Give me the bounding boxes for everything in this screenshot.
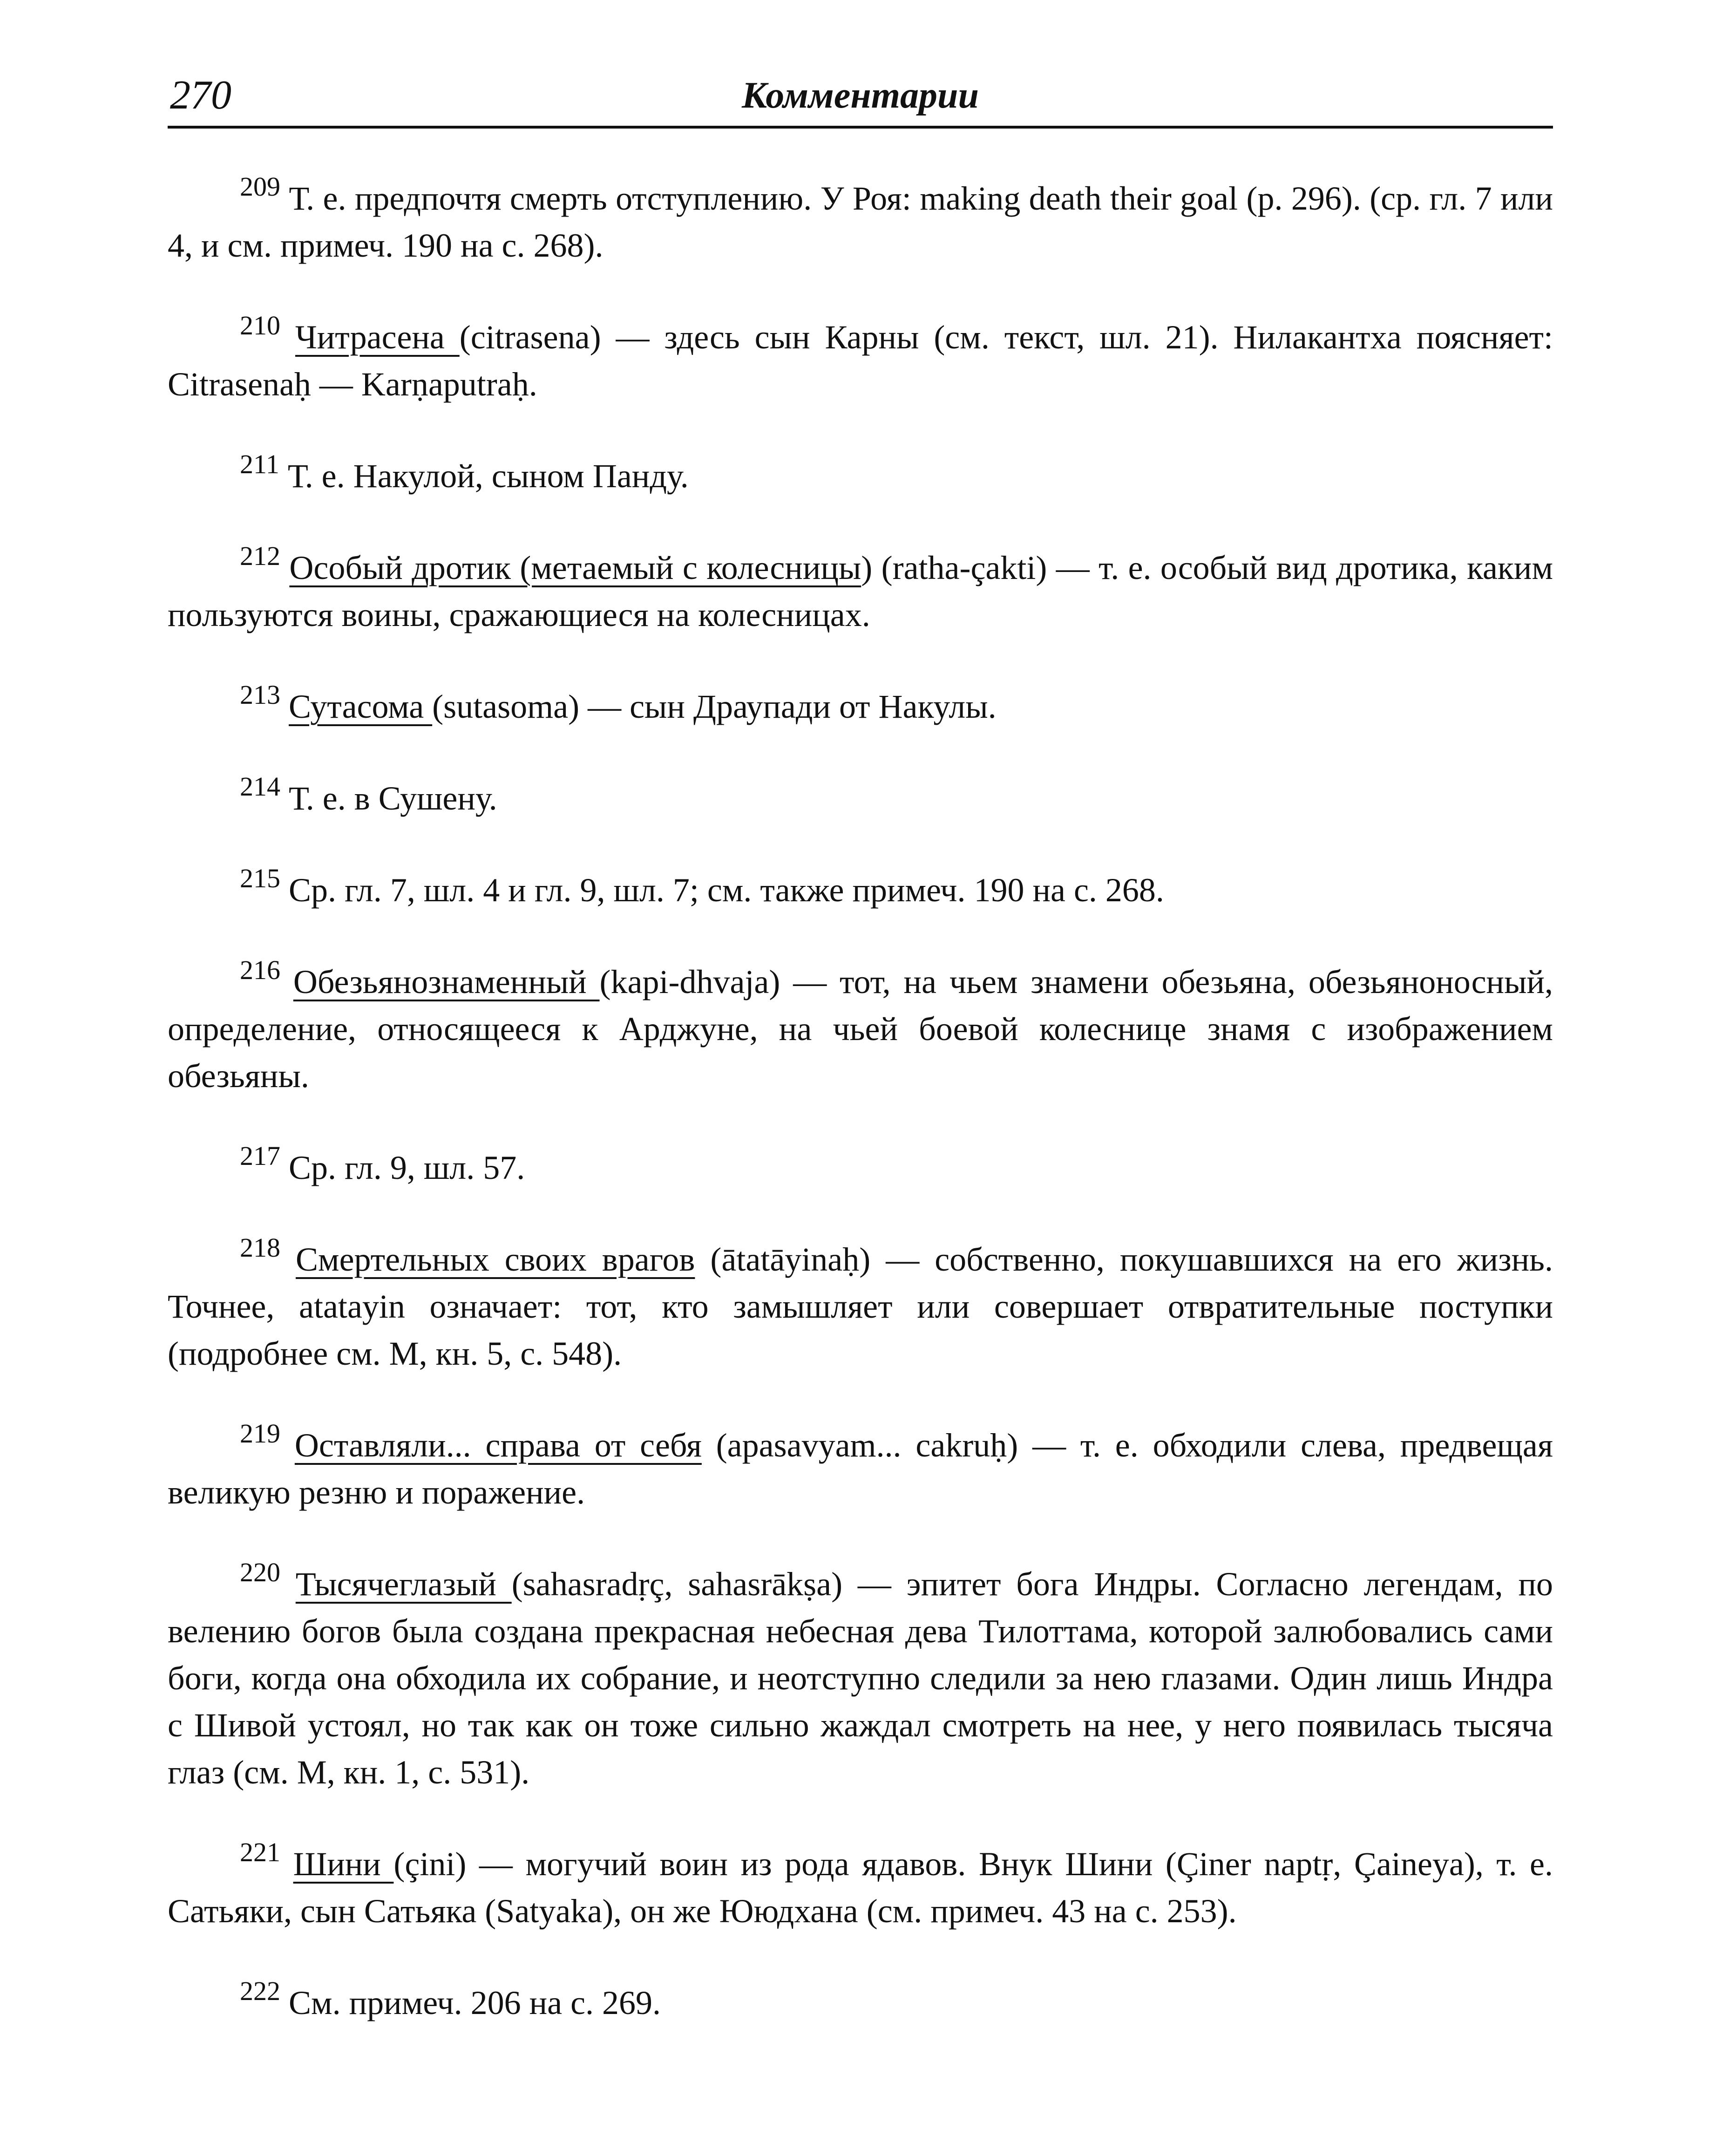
note-term: Шини	[293, 1845, 394, 1883]
note-term: Смертельных своих врагов	[296, 1241, 695, 1278]
note-text: (apasavyam... cakruḥ) — т. е. обходили слева, предвещая великую резню и поражение.	[168, 1427, 1553, 1511]
note-text: (sahasradṛç, sahasrākṣa) — эпитет бога Индры. Согласно легендам, по велению богов была создана прекрасная небесная дева Тилоттама, которой залюбовались сами боги, когда она обходила их собрание, и неотступно следили за нею глазами. Один лишь Индра с Шивой устоял, но так как он тоже сильно жаждал смотреть на нее, у него появилась тысяча глаз (см. М, кн. 1, с. 531).	[168, 1565, 1553, 1791]
note-218	[168, 1232, 1553, 1377]
note-term: Оставляли... справа от себя	[294, 1427, 702, 1464]
note-text: См. примеч. 206 на с. 269.	[289, 1984, 661, 2021]
note-number: 211	[240, 449, 279, 479]
notes-list	[168, 171, 1553, 2027]
note-text: (citrasena) — здесь сын Карны (см. текст, шл. 21). Нилакантха поясняет: Citrasenaḥ — Karṇaputraḥ.	[168, 319, 1553, 403]
note-211	[168, 449, 1553, 500]
note-number: 221	[240, 1837, 280, 1867]
note-212	[168, 541, 1553, 639]
page-number: 270	[170, 73, 231, 118]
note-number: 212	[240, 541, 280, 571]
note-term: Сутасома	[289, 688, 433, 725]
note-215	[168, 863, 1553, 914]
note-213	[168, 680, 1553, 730]
note-number: 217	[240, 1141, 280, 1171]
note-number: 216	[240, 955, 280, 985]
page	[168, 70, 1553, 2071]
note-number: 213	[240, 680, 280, 710]
note-number: 215	[240, 863, 280, 893]
note-number: 210	[240, 310, 280, 340]
note-text: (çini) — могучий воин из рода ядавов. Внук Шини (Çiner naptṛ, Çaineya), т. е. Сатьяки, сын Сатьяка (Satyaka), он же Ююдхана (см. примеч. 43 на с. 253).	[168, 1845, 1553, 1930]
note-text: (sutasoma) — сын Драупади от Накулы.	[432, 688, 997, 725]
note-number: 214	[240, 771, 280, 802]
note-text: Т. е. Накулой, сыном Панду.	[287, 457, 689, 495]
note-222	[168, 1976, 1553, 2027]
note-number: 219	[240, 1418, 280, 1449]
note-219	[168, 1418, 1553, 1516]
running-title: Комментарии	[742, 75, 979, 116]
note-number: 222	[240, 1976, 280, 2006]
note-text: (kapi-dhvaja) — тот, на чьем знамени обезьяна, обезьяноносный, определение, относящееся к Арджуне, на чьей боевой колеснице знамя с изображением обезьяны.	[168, 963, 1553, 1095]
note-text: Т. е. в Сушену.	[289, 780, 497, 817]
note-221	[168, 1837, 1553, 1935]
note-text: Т. е. предпочтя смерть отступлению. У Роя: making death their goal (p. 296). (ср. гл. 7 или 4, и см. примеч. 190 на с. 268).	[168, 180, 1553, 264]
note-209	[168, 171, 1553, 269]
note-number: 218	[240, 1232, 280, 1263]
note-term: Обезьянознаменный	[293, 963, 600, 1000]
note-214	[168, 771, 1553, 822]
note-text: Ср. гл. 9, шл. 57.	[289, 1149, 525, 1186]
note-term: Особый дротик (метаемый с колесницы	[289, 549, 861, 586]
note-220	[168, 1557, 1553, 1796]
note-216	[168, 955, 1553, 1100]
note-210	[168, 310, 1553, 408]
note-text: ) (ratha-çakti) — т. е. особый вид дротика, каким пользуются воины, сражающиеся на колесницах.	[168, 549, 1553, 633]
note-number: 209	[240, 171, 280, 202]
note-term: Читрасена	[295, 319, 460, 356]
note-text: (ātatāyinaḥ) — собственно, покушавшихся на его жизнь. Точнее, atatayin означает: тот, кто замышляет или совершает отвратительные поступки (подробнее см. М, кн. 5, с. 548).	[168, 1241, 1553, 1372]
note-number: 220	[240, 1557, 280, 1587]
page-header	[168, 70, 1553, 129]
note-term: Тысячеглазый	[295, 1565, 512, 1603]
note-text: Ср. гл. 7, шл. 4 и гл. 9, шл. 7; см. также примеч. 190 на с. 268.	[289, 871, 1164, 909]
note-217	[168, 1141, 1553, 1191]
